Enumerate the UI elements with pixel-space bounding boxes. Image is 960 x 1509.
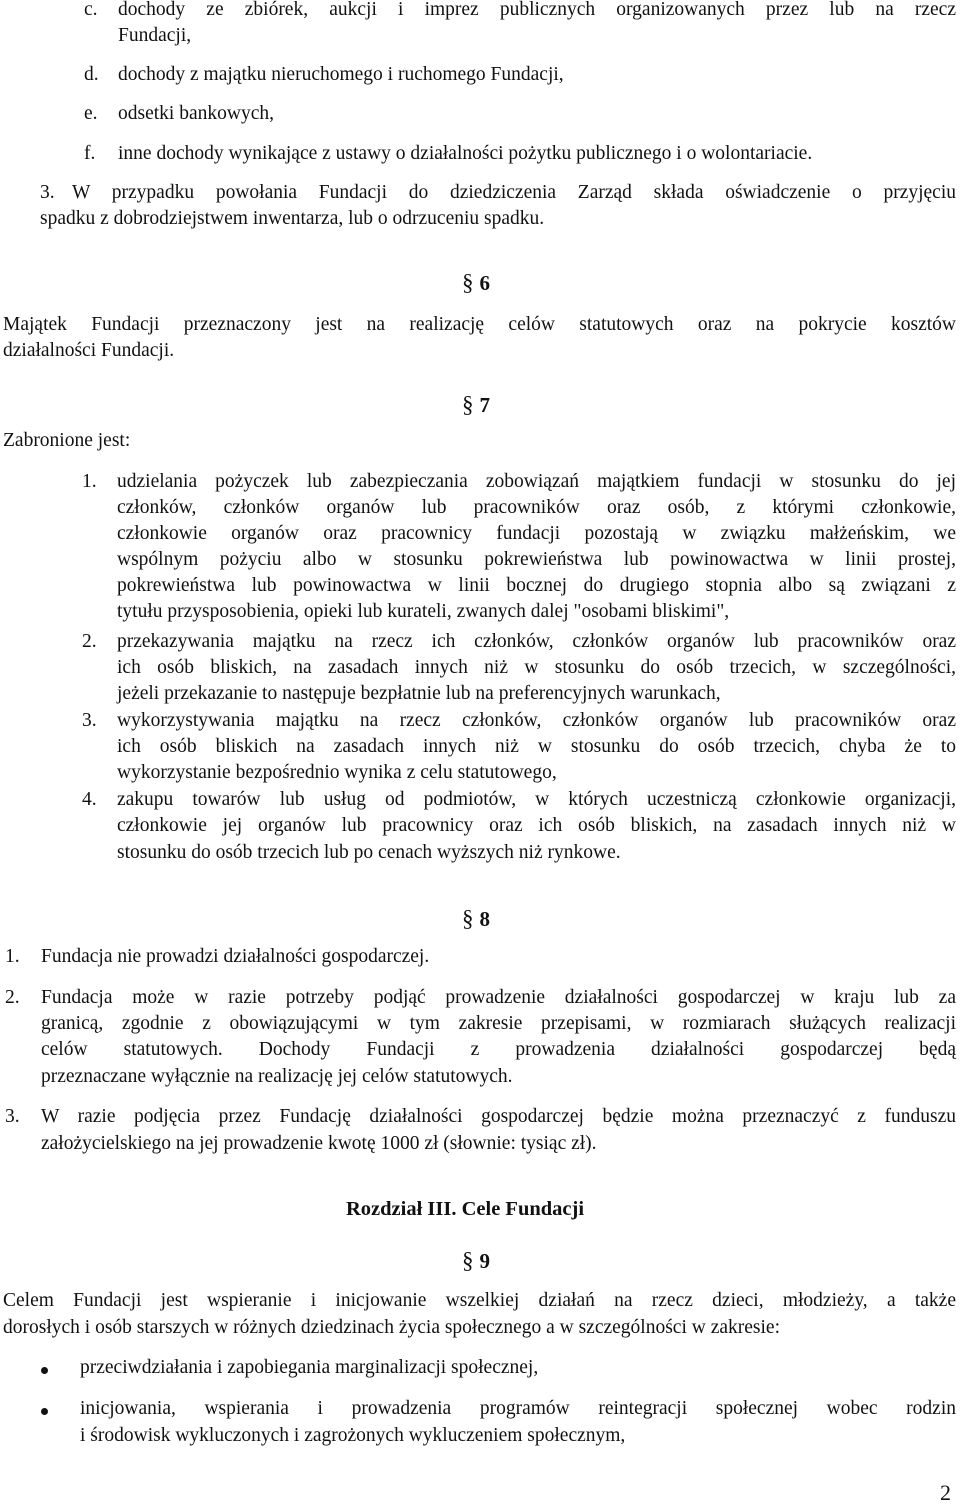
point-text-line: spadku z dobrodziejstwem inwentarza, lub o odrzuceniu spadku. xyxy=(40,208,545,229)
list-marker: c. xyxy=(84,0,98,20)
point-marker: 3. xyxy=(40,182,55,203)
list-marker: 1. xyxy=(82,471,97,492)
section-sign: § xyxy=(462,392,474,417)
list-item-text: Fundacja nie prowadzi działalności gospodarczej. xyxy=(41,946,430,967)
paragraph-9-text: dorosłych i osób starszych w różnych dziedzinach życia społecznego a w szczególności w zakresie: xyxy=(3,1317,780,1338)
list-item-text: Fundacji, xyxy=(118,25,192,46)
list-item-text: przeznaczane wyłącznie na realizację jej celów statutowych. xyxy=(41,1066,513,1087)
paragraph-number: 6 xyxy=(479,271,490,295)
point-text-line: W przypadku powołania Fundacji do dziedziczenia Zarząd składa oświadczenie o przyjęciu xyxy=(72,182,956,203)
list-item-text: ich osób bliskich na zasadach innych niż w stosunku do osób trzecich, chyba że to xyxy=(117,736,956,757)
list-item-text: członkowie organów oraz pracownicy fundacji pozostają w związku małżeńskim, we xyxy=(117,523,956,544)
bullet-icon xyxy=(41,1367,48,1374)
list-item-text: tytułu przysposobienia, opieki lub kurateli, zwanych dalej "osobami bliskimi", xyxy=(117,601,730,622)
list-marker: 2. xyxy=(5,987,20,1008)
paragraph-6-text: Majątek Fundacji przeznaczony jest na realizację celów statutowych oraz na pokrycie kosztów xyxy=(3,314,956,335)
paragraph-7-intro: Zabronione jest: xyxy=(3,430,131,451)
list-item-text: Fundacja może w razie potrzeby podjąć prowadzenie działalności gospodarczej w kraju lub za xyxy=(41,987,956,1008)
list-item-text: wykorzystywania majątku na rzecz członków, członków organów lub pracowników oraz xyxy=(117,710,956,731)
paragraph-7-heading xyxy=(462,392,490,419)
paragraph-6-heading xyxy=(462,270,490,297)
bullet-item-text: inicjowania, wspierania i prowadzenia programów reintegracji społecznej wobec rodzin xyxy=(80,1398,956,1419)
list-marker: 4. xyxy=(82,789,97,810)
list-marker: 3. xyxy=(82,710,97,731)
list-marker: 1. xyxy=(5,946,20,967)
paragraph-9-heading xyxy=(462,1248,490,1275)
page-number: 2 xyxy=(940,1480,951,1505)
list-item-text: pokrewieństwa lub powinowactwa w linii bocznej do drugiego stopnia albo są związani z xyxy=(117,575,956,596)
bullet-item-text: i środowisk wykluczonych i zagrożonych wykluczeniem społecznym, xyxy=(80,1425,626,1446)
list-item-text: przekazywania majątku na rzecz ich członków, członków organów lub pracowników oraz xyxy=(117,631,956,652)
section-sign: § xyxy=(462,270,474,295)
list-marker: d. xyxy=(84,64,99,85)
paragraph-6-text: działalności Fundacji. xyxy=(3,340,175,361)
list-item-text: odsetki bankowych, xyxy=(118,103,274,124)
section-sign: § xyxy=(462,1248,474,1273)
list-item-text: W razie podjęcia przez Fundację działalności gospodarczej będzie można przeznaczyć z funduszu xyxy=(41,1106,956,1127)
paragraph-9-text: Celem Fundacji jest wspieranie i inicjowanie wszelkiej działań na rzecz dzieci, młodzieży, a także xyxy=(3,1290,956,1311)
list-item-text: ich osób bliskich, na zasadach innych niż w stosunku do osób trzecich, w szczególności, xyxy=(117,657,956,678)
list-item-text: inne dochody wynikające z ustawy o działalności pożytku publicznego i o wolontariacie. xyxy=(118,143,813,164)
bullet-item-text: przeciwdziałania i zapobiegania marginalizacji społecznej, xyxy=(80,1357,539,1378)
list-marker: f. xyxy=(84,143,96,164)
section-sign: § xyxy=(462,906,474,931)
list-item-text: dochody z majątku nieruchomego i ruchomego Fundacji, xyxy=(118,64,564,85)
list-item-text: członków, członków organów lub pracowników oraz osób, z którymi członkowie, xyxy=(117,497,956,518)
list-item-text: celów statutowych. Dochody Fundacji z prowadzenia działalności gospodarczej będą xyxy=(41,1039,956,1060)
list-item-text: wspólnym pożyciu albo w stosunku pokrewieństwa lub powinowactwa w linii prostej, xyxy=(117,549,956,570)
list-item-text: granicą, zgodnie z obowiązującymi w tym zakresie przepisami, w rozmiarach służących realizacji xyxy=(41,1013,956,1034)
bullet-icon xyxy=(41,1408,48,1415)
chapter-title: Rozdział III. Cele Fundacji xyxy=(346,1198,585,1220)
paragraph-number: 8 xyxy=(479,907,490,931)
list-item-text: jeżeli przekazanie to następuje bezpłatnie lub na preferencyjnych warunkach, xyxy=(117,683,721,704)
paragraph-8-heading xyxy=(462,906,490,933)
list-item-text: stosunku do osób trzecich lub po cenach wyższych niż rynkowe. xyxy=(117,842,621,863)
list-item-text: wykorzystanie bezpośrednio wynika z celu statutowego, xyxy=(117,762,557,783)
paragraph-number: 9 xyxy=(479,1249,490,1273)
list-item-text: członkowie jej organów lub pracownicy oraz ich osób bliskich, na zasadach innych niż w xyxy=(117,815,956,836)
list-item-text: założycielskiego na jej prowadzenie kwotę 1000 zł (słownie: tysiąc zł). xyxy=(41,1133,597,1154)
paragraph-number: 7 xyxy=(479,393,490,417)
list-item-text: dochody ze zbiórek, aukcji i imprez publicznych organizowanych przez lub na rzecz xyxy=(118,0,956,20)
list-marker: e. xyxy=(84,103,98,124)
list-marker: 2. xyxy=(82,631,97,652)
list-marker: 3. xyxy=(5,1106,20,1127)
list-item-text: zakupu towarów lub usług od podmiotów, w których uczestniczą członkowie organizacji, xyxy=(117,789,956,810)
list-item-text: udzielania pożyczek lub zabezpieczania zobowiązań majątkiem fundacji w stosunku do jej xyxy=(117,471,956,492)
